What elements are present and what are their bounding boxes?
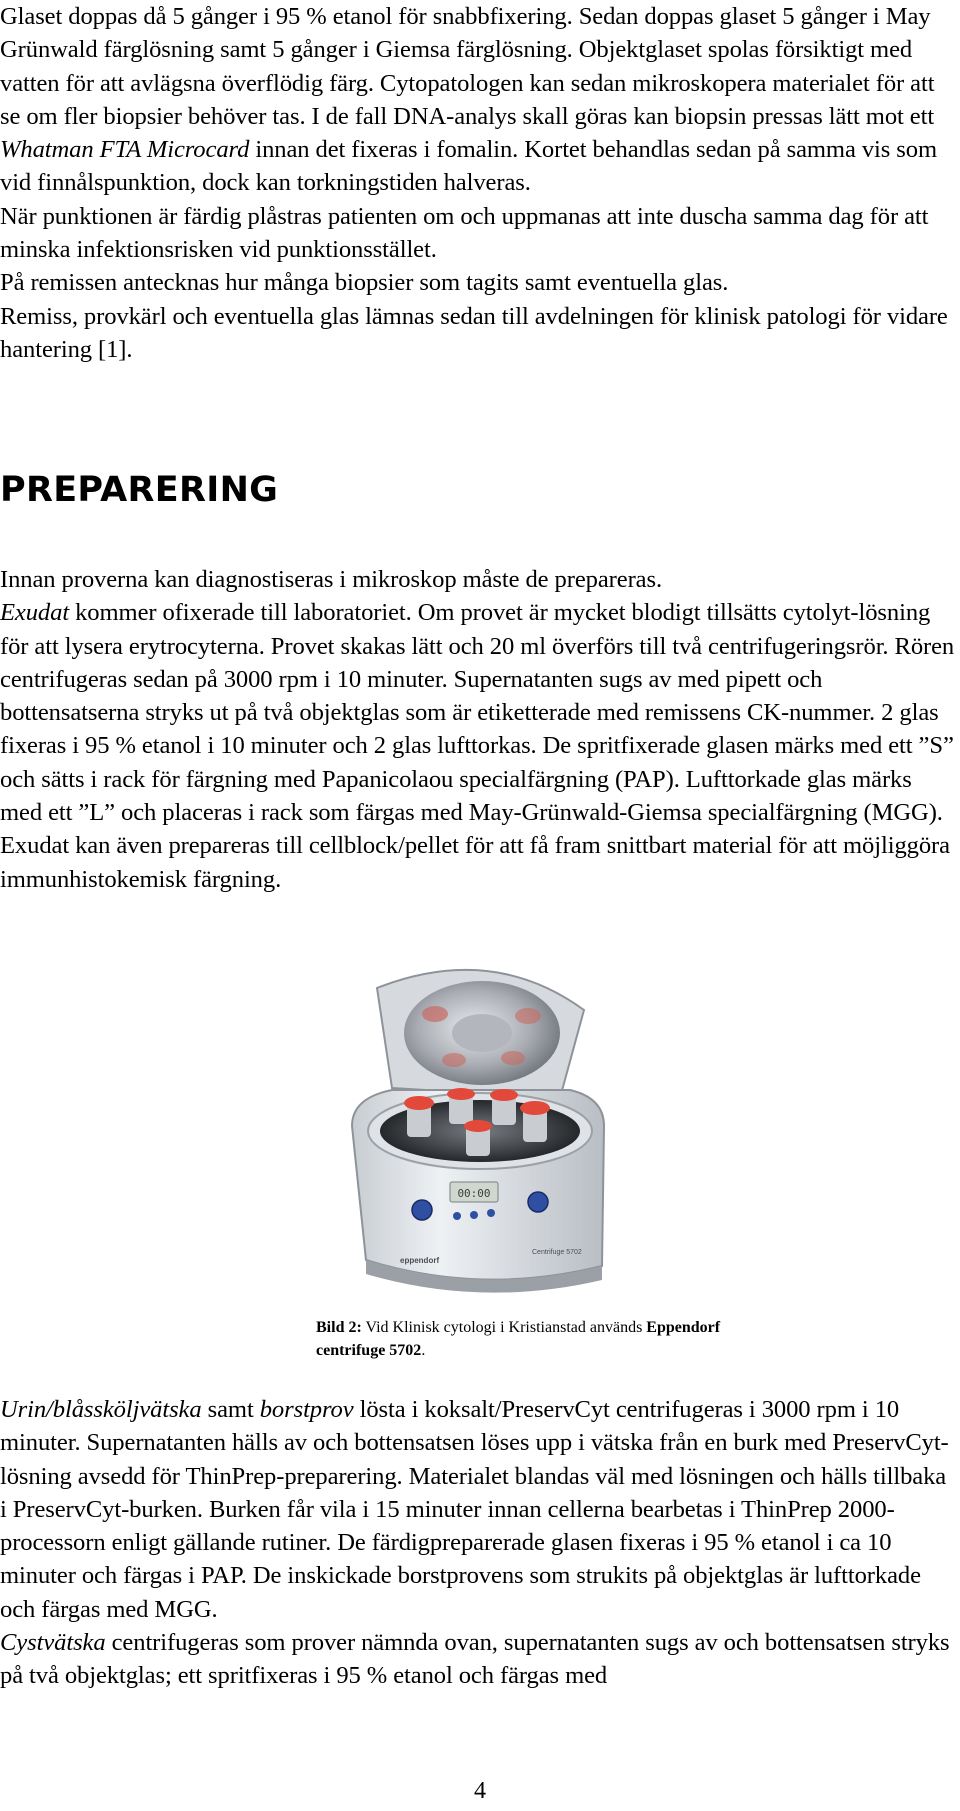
centrifuge-lid <box>377 970 584 1098</box>
timer-display: 00:00 <box>457 1187 491 1200</box>
section-heading: PREPARERING <box>0 470 279 510</box>
intro-paragraph-fixation: Glaset doppas då 5 gånger i 95 % etanol för snabbfixering. Sedan doppas glaset 5 gånger i May Grünwald färglösning samt 5 gånger i Giemsa färglösning. Objektglaset spolas försiktigt med vatten för att avlägsna överflödig färg. Cytopatologen kan sedan mikroskopera materialet för att se om fler biopsier behöver tas. I de fall DNA-analys skall göras kan biopsin pressas lätt mot ett Whatman FTA Microcard innan det fixeras i fomalin. Kortet behandlas sedan på samma vis som vid finnålspunktion, dock kan torkningstiden halveras. <box>0 3 937 197</box>
intro-paragraph-referral: På remissen antecknas hur många biopsier som tagits samt eventuella glas. <box>0 269 729 297</box>
intro-paragraph-aftercare: När punktionen är färdig plåstras patienten om och uppmanas att inte duscha samma dag för att minska infektionsrisken vid punktionsstället. <box>0 202 929 264</box>
preparation-intro-paragraph: Innan proverna kan diagnostiseras i mikroskop måste de prepareras. <box>0 566 662 593</box>
cyst-fluid-paragraph: Cystvätska centrifugeras som prover nämnda ovan, supernatanten sugs av och bottensatsen stryks på två objektglas; ett spritfixeras i 95 % etanol och färgas med <box>0 1629 950 1690</box>
intro-paragraph-handover: Remiss, provkärl och eventuella glas lämnas sedan till avdelningen för klinisk patologi för vidare hantering [1]. <box>0 302 948 363</box>
brand-label: eppendorf <box>400 1256 440 1265</box>
page-number: 4 <box>474 1778 486 1804</box>
centrifuge-image <box>332 948 632 1298</box>
model-label: Centrifuge 5702 <box>532 1249 582 1256</box>
microcard-term: Whatman FTA Microcard <box>0 136 250 164</box>
samples-text-block <box>0 1393 955 1693</box>
exudate-term: Exudat <box>0 599 70 627</box>
intro-text-block <box>0 0 955 366</box>
left-knob <box>412 1200 432 1220</box>
cyst-term: Cystvätska <box>0 1629 106 1657</box>
urine-term: Urin/blåssköljvätska <box>0 1396 202 1423</box>
urine-brush-paragraph: Urin/blåssköljvätska samt borstprov lösta i koksalt/PreservCyt centrifugeras i 3000 rpm i 10 minuter. Supernatanten hälls av och bottensatsen löses upp i vätska från en burk med PreservCyt-lösning avsedd för ThinPrep-preparering. Materialet blandas väl med lösningen och hälls tillbaka i PreservCyt-burken. Burken får vila i 15 minuter innan cellerna bearbetas i ThinPrep 2000-processorn enligt gällande rutiner. De färdigpreparerade glasen fixeras i 95 % etanol i ca 10 minuter och färgas i PAP. De inskickade borstprovens som strukits på objektglas är lufttorkade och färgas med MGG. <box>0 1396 949 1623</box>
exudate-paragraph: Exudat kommer ofixerade till laboratoriet. Om provet är mycket blodigt tillsätts cytolyt-lösning för att lysera erytrocyterna. Provet skakas lätt och 20 ml överförs till två centrifugeringsrör. Rören centrifugeras sedan på 3000 rpm i 10 minuter. Supernatanten sugs av med pipett och bottensatserna stryks ut på två objektglas som är etiketterade med remissens CK-nummer. 2 glas fixeras i 95 % etanol i 10 minuter och 2 glas lufttorkas. De spritfixerade glasen märks med ett ”S” och sätts i rack för färgning med Papanicolaou specialfärgning (PAP). Lufttorkade glas märks med ett ”L” och placeras i rack som färgas med May-Grünwald-Giemsa specialfärgning (MGG). Exudat kan även prepareras till cellblock/pellet för att få fram snittbart material för att möjliggöra immunhistokemisk färgning. <box>0 599 955 893</box>
figure-caption: Bild 2: Vid Klinisk cytologi i Kristianstad används Eppendorf centrifuge 5702. <box>316 1319 721 1359</box>
brush-term: borstprov <box>259 1396 354 1423</box>
right-knob <box>528 1192 548 1212</box>
preparation-text-block <box>0 563 955 896</box>
